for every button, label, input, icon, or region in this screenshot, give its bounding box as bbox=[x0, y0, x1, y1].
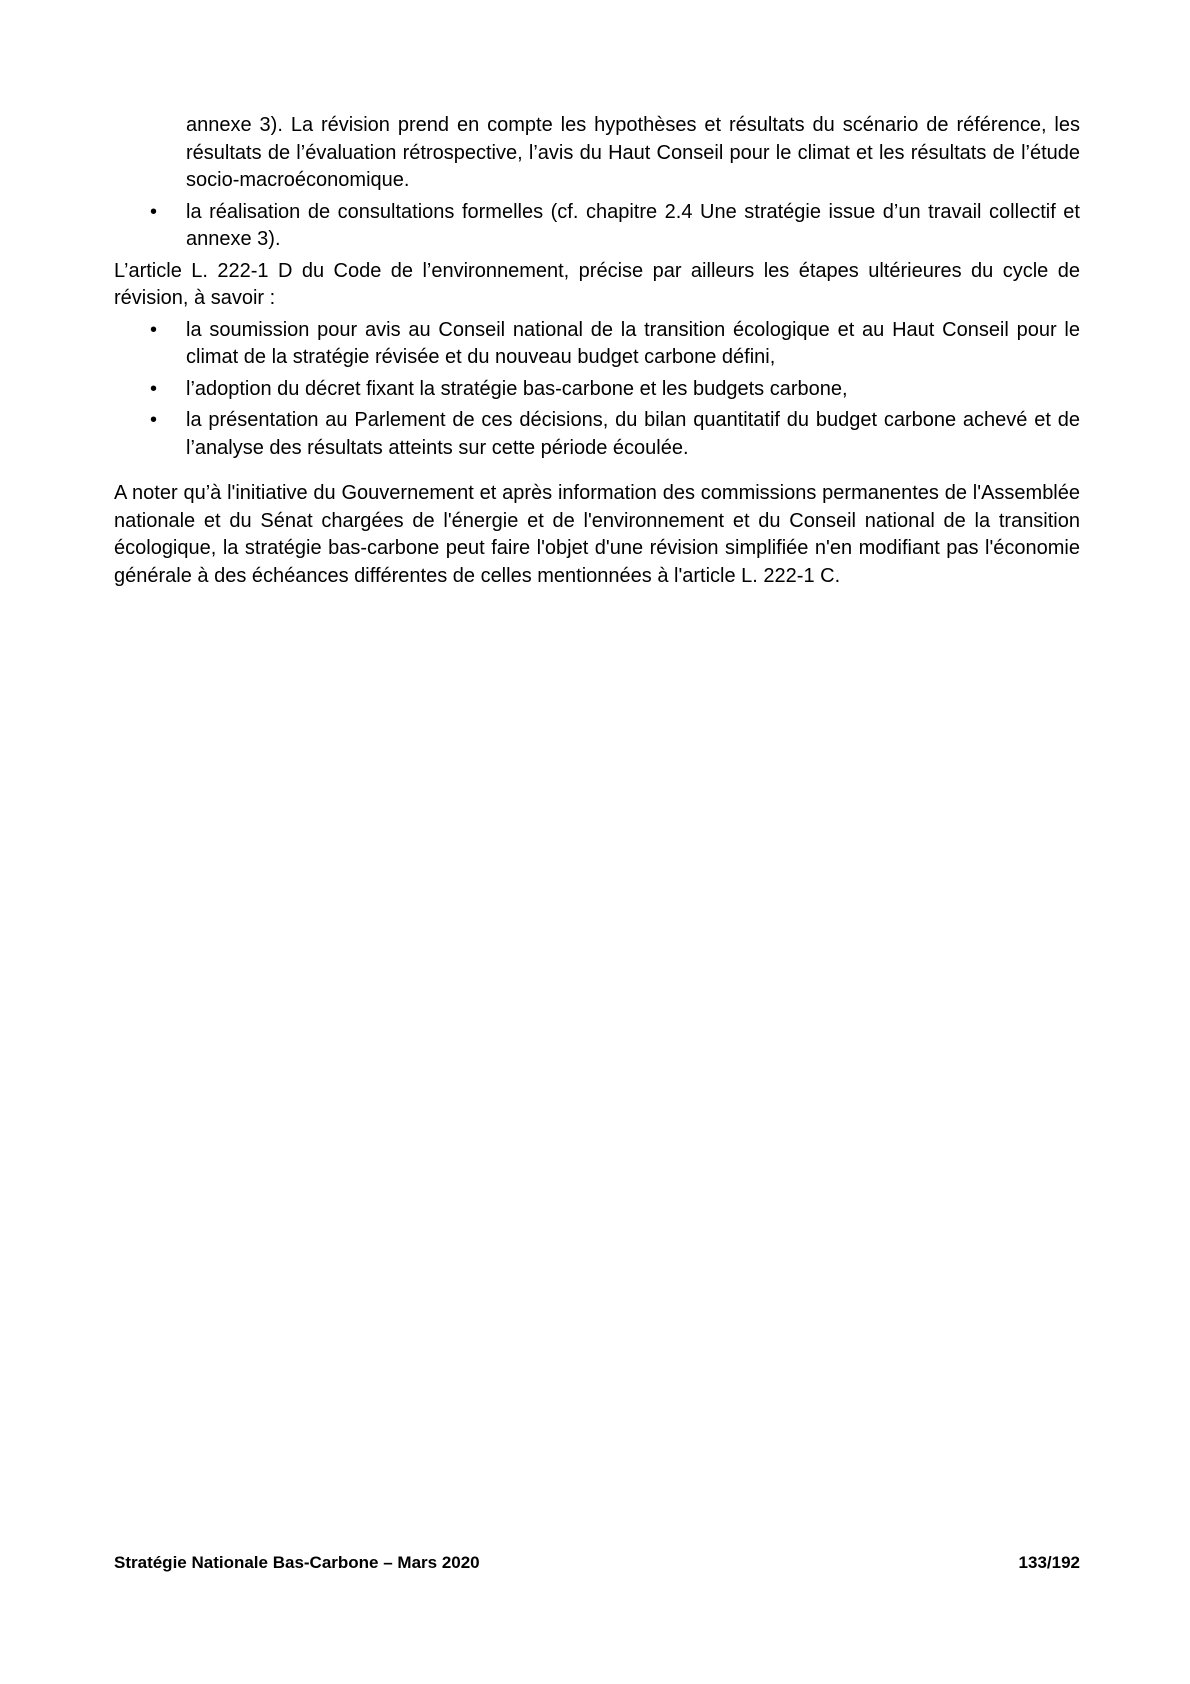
bullet-icon: • bbox=[150, 318, 158, 341]
footer-title: Stratégie Nationale Bas-Carbone – Mars 2020 bbox=[114, 1553, 480, 1572]
list-item-text: la soumission pour avis au Conseil national de la transition écologique et au Haut Conseil pour le climat de la stratégie révisée et du nouveau budget carbone défini, bbox=[186, 318, 1080, 368]
list-item bbox=[114, 199, 1080, 254]
list-item-text: la présentation au Parlement de ces décisions, du bilan quantitatif du budget carbone achevé et de l’analyse des résultats atteints sur cette période écoulée. bbox=[186, 409, 1080, 459]
bullet-list-steps bbox=[114, 317, 1080, 463]
document-body bbox=[114, 112, 1080, 594]
page-number: 133/192 bbox=[1018, 1553, 1080, 1572]
bullet-icon: • bbox=[150, 200, 158, 223]
list-item bbox=[114, 407, 1080, 462]
bullet-icon: • bbox=[150, 409, 158, 431]
bullet-list-consultations bbox=[114, 199, 1080, 254]
list-item-text: la réalisation de consultations formelles (cf. chapitre 2.4 Une stratégie issue d’un travail collectif et annexe 3). bbox=[186, 200, 1080, 250]
list-item-text: l’adoption du décret fixant la stratégie bas-carbone et les budgets carbone, bbox=[186, 377, 848, 400]
list-item bbox=[114, 376, 1080, 404]
intro-paragraph: L’article L. 222-1 D du Code de l’environnement, précise par ailleurs les étapes ultérieures du cycle de révision, à savoir : bbox=[114, 259, 1080, 309]
bullet-icon: • bbox=[150, 377, 158, 400]
continuation-paragraph: annexe 3). La révision prend en compte les hypothèses et résultats du scénario de référence, les résultats de l’évaluation rétrospective, l’avis du Haut Conseil pour le climat et les résultats de l’étude socio-macroéconomique. bbox=[186, 114, 1080, 191]
list-item bbox=[114, 317, 1080, 372]
note-paragraph: A noter qu’à l'initiative du Gouvernement et après information des commissions permanentes de l'Assemblée nationale et du Sénat chargées de l'énergie et de l'environnement et du Conseil national de la transition écologique, la stratégie bas-carbone peut faire l'objet d'une révision simplifiée n'en modifiant pas l'économie générale à des échéances différentes de celles mentionnées à l'article L. 222-1 C. bbox=[114, 482, 1080, 587]
page-footer bbox=[114, 1553, 1080, 1573]
